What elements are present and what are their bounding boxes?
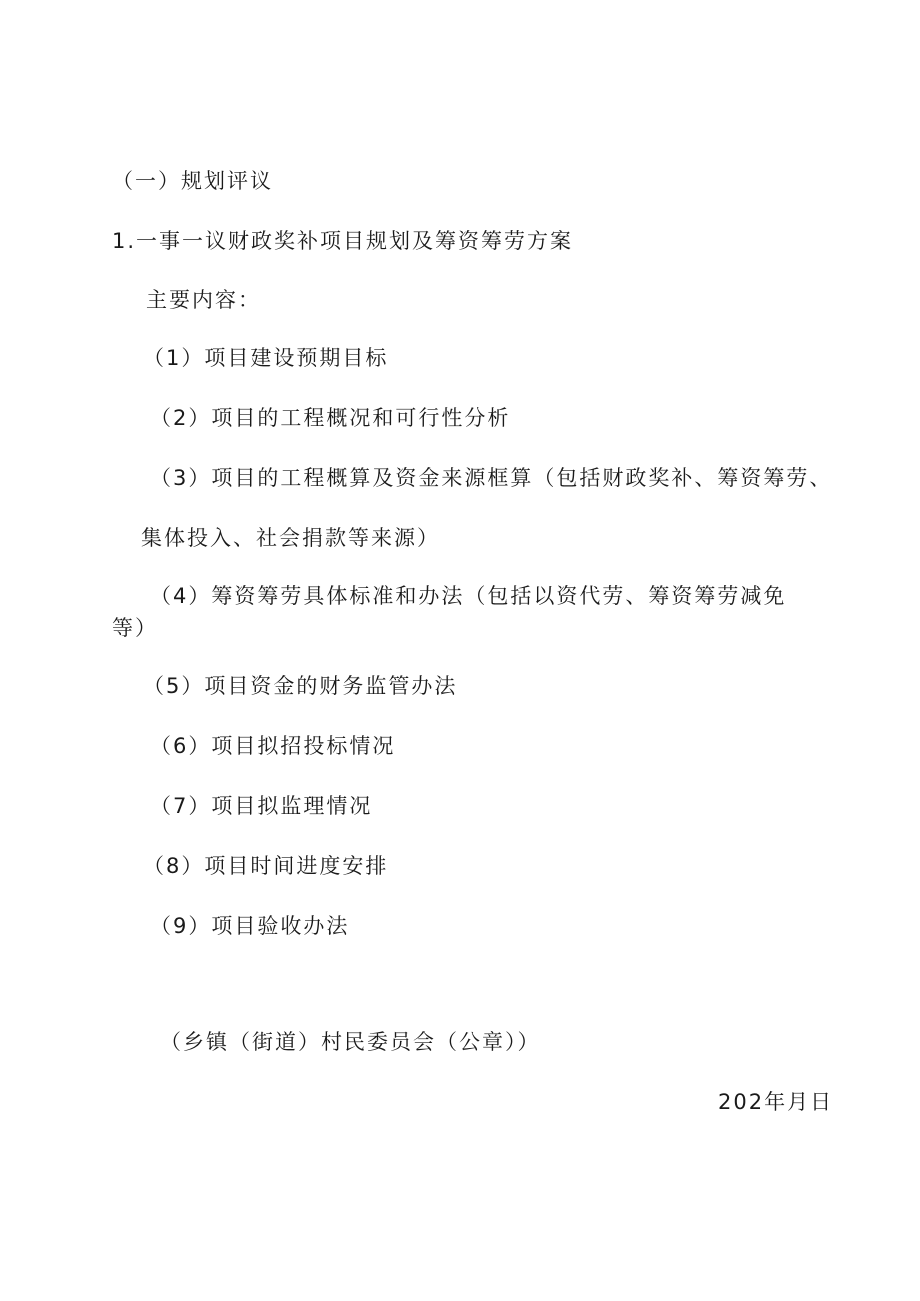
content-item-4: （4）筹资筹劳具体标准和办法（包括以资代劳、筹资筹劳减免 [150,584,787,608]
content-item-5: （5）项目资金的财务监管办法 [143,674,458,698]
content-item-6: （6）项目拟招投标情况 [150,734,396,758]
content-item-1: （1）项目建设预期目标 [143,346,389,370]
content-item-3: （3）项目的工程概算及资金来源框算（包括财政奖补、筹资筹劳、 [150,466,833,490]
content-item-9: （9）项目验收办法 [150,914,350,938]
content-item-7: （7）项目拟监理情况 [150,794,373,818]
content-item-8: （8）项目时间进度安排 [143,854,389,878]
content-item-4-continued: 等） [112,616,158,640]
content-item-3-continued: 集体投入、社会捐款等来源） [141,526,440,550]
contents-label: 主要内容： [146,288,261,312]
signature-line: （乡镇（街道）村民委员会（公章）） [160,1030,541,1054]
document-title: 1.一事一议财政奖补项目规划及筹资筹劳方案 [112,229,574,253]
section-heading: （一）规划评议 [112,169,273,193]
content-item-2: （2）项目的工程概况和可行性分析 [150,406,511,430]
date-line: 202年月日 [718,1090,834,1114]
